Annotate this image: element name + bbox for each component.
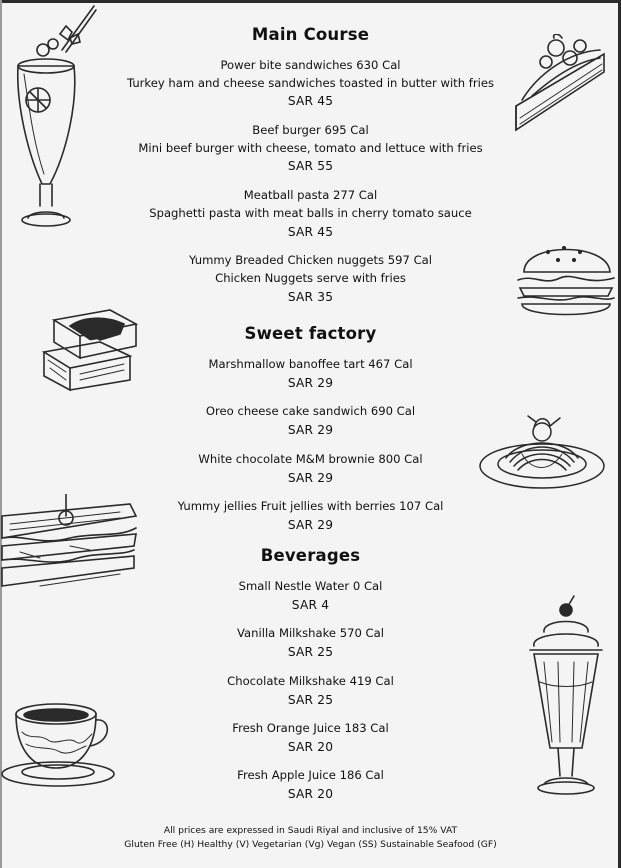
menu-item-name: Oreo cheese cake sandwich 690 Cal [205,404,416,418]
menu-item-name: Chocolate Milkshake 419 Cal [227,674,394,688]
menu-item-price: SAR 45 [287,225,334,239]
footer-dietary-legend: Gluten Free (H) Healthy (V) Vegetarian (Vg) Vegan (SS) Sustainable Seafood (GF) [124,839,497,850]
section-title-sweet-factory: Sweet factory [244,324,377,343]
menu-item-name: Beef burger 695 Cal [252,123,369,137]
menu-item-name: Vanilla Milkshake 570 Cal [237,626,384,640]
menu-item-price: SAR 45 [287,94,334,108]
menu-item-price: SAR 25 [287,693,334,707]
menu-item-price: SAR 29 [287,518,334,532]
menu-item-name: Marshmallow banoffee tart 467 Cal [208,357,413,371]
menu-item-name: Fresh Apple Juice 186 Cal [237,768,384,782]
section-title-main-course: Main Course [251,25,370,44]
menu-item-price: SAR 55 [287,159,334,173]
pie-slice-icon [508,34,608,138]
menu-item-name: Meatball pasta 277 Cal [243,188,378,202]
menu-item-description: Turkey ham and cheese sandwiches toasted in butter with fries [127,76,494,90]
top-border [0,0,621,3]
menu-item-price: SAR 20 [287,787,334,801]
menu-item-name: Small Nestle Water 0 Cal [238,579,383,593]
menu-item-price: SAR 25 [287,645,334,659]
menu-item-name: Fresh Orange Juice 183 Cal [232,721,389,735]
menu-item-description: Mini beef burger with cheese, tomato and lettuce with fries [138,141,483,155]
cocktail-glass-icon [10,4,100,232]
menu-item-price: SAR 20 [287,740,334,754]
menu-item-price: SAR 4 [291,598,330,612]
tea-cup-icon [0,696,122,792]
menu-item-price: SAR 29 [287,376,334,390]
menu-item-price: SAR 29 [287,423,334,437]
brownie-icon [40,306,140,396]
sandwich-icon [0,494,140,604]
menu-item-name: White chocolate M&M brownie 800 Cal [198,452,423,466]
menu-item-name: Power bite sandwiches 630 Cal [220,58,401,72]
menu-item-price: SAR 29 [287,471,334,485]
menu-item-name: Yummy jellies Fruit jellies with berries 107 Cal [177,499,444,513]
menu-item-name: Yummy Breaded Chicken nuggets 597 Cal [188,253,433,267]
spaghetti-plate-icon [476,412,608,496]
milkshake-icon [524,592,608,800]
burger-icon [514,232,618,324]
menu-item-description: Chicken Nuggets serve with fries [215,271,406,285]
menu-item-description: Spaghetti pasta with meat balls in cherry tomato sauce [149,206,472,220]
menu-item-price: SAR 35 [287,290,334,304]
section-title-beverages: Beverages [260,546,361,565]
footer-vat-note: All prices are expressed in Saudi Riyal and inclusive of 15% VAT [163,825,458,836]
